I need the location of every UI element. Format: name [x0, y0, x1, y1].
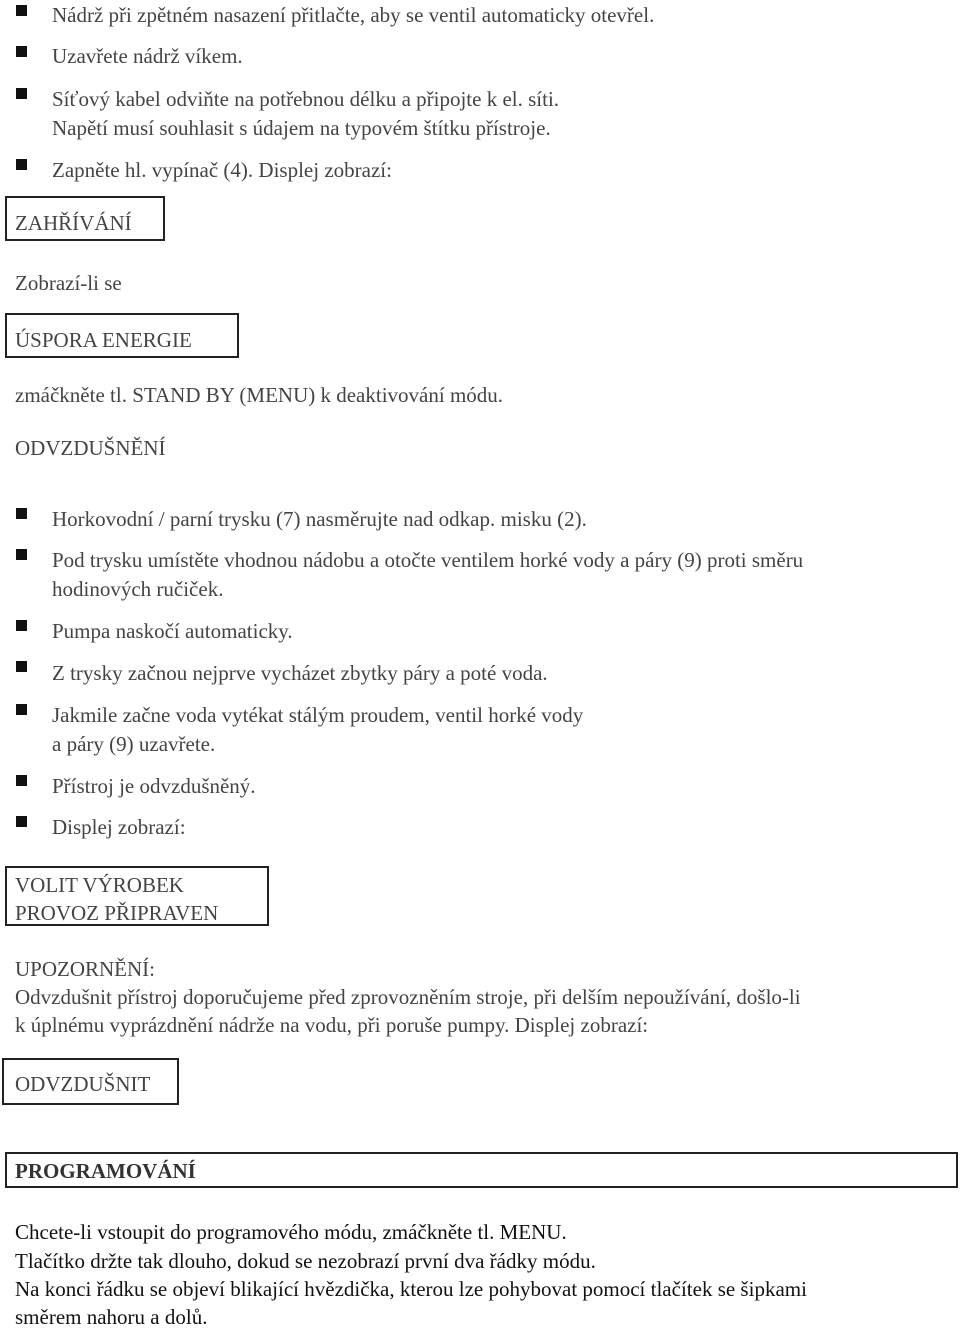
display-text: ODVZDUŠNIT	[15, 1072, 151, 1096]
bullet-icon	[16, 661, 27, 672]
instruction-text: Horkovodní / parní trysku (7) nasměrujte nad odkap. misku (2).	[52, 507, 587, 531]
instruction-text: zmáčkněte tl. STAND BY (MENU) k deaktivování módu.	[15, 383, 504, 407]
instruction-text: Displej zobrazí:	[52, 815, 186, 839]
programming-text: Chcete-li vstoupit do programového módu, zmáčkněte tl. MENU.	[15, 1220, 567, 1244]
bullet-icon	[16, 620, 27, 631]
programming-text: Na konci řádku se objeví blikající hvězdička, kterou lze pohybovat pomocí tlačítek se šipkami	[15, 1277, 807, 1301]
bullet-icon	[16, 816, 27, 827]
bullet-icon	[16, 88, 27, 99]
bullet-icon	[16, 159, 27, 170]
bullet-icon	[16, 549, 27, 560]
instruction-text: Zapněte hl. vypínač (4). Displej zobrazí:	[52, 158, 392, 182]
warning-heading: UPOZORNĚNÍ:	[15, 957, 155, 981]
display-text: VOLIT VÝROBEK	[15, 873, 184, 897]
programming-text: směrem nahoru a dolů.	[15, 1305, 208, 1329]
warning-text: k úplnému vyprázdnění nádrže na vodu, při poruše pumpy. Displej zobrazí:	[15, 1013, 649, 1037]
section-heading-box-programming	[5, 1152, 958, 1188]
display-text: PROVOZ PŘIPRAVEN	[15, 901, 219, 925]
instruction-text: Napětí musí souhlasit s údajem na typovém štítku přístroje.	[52, 116, 551, 140]
bullet-icon	[16, 5, 27, 16]
instruction-text: Přístroj je odvzdušněný.	[52, 774, 256, 798]
bullet-icon	[16, 775, 27, 786]
instruction-text: Síťový kabel odviňte na potřebnou délku a připojte k el. síti.	[52, 87, 560, 111]
display-box-heating	[5, 196, 165, 241]
instruction-text: Jakmile začne voda vytékat stálým proudem, ventil horké vody	[52, 703, 584, 727]
instruction-text: Nádrž při zpětném nasazení přitlačte, aby se ventil automaticky otevřel.	[52, 3, 655, 27]
display-text: ZAHŘÍVÁNÍ	[15, 211, 132, 235]
bullet-icon	[16, 508, 27, 519]
display-box-energy	[5, 313, 239, 358]
instruction-text: Z trysky začnou nejprve vycházet zbytky páry a poté voda.	[52, 661, 548, 685]
display-box-vent	[2, 1058, 179, 1105]
instruction-text: Pod trysku umístěte vhodnou nádobu a otočte ventilem horké vody a páry (9) proti směru	[52, 548, 804, 572]
instruction-text: Zobrazí-li se	[15, 271, 122, 295]
instruction-text: Uzavřete nádrž víkem.	[52, 44, 243, 68]
display-text: ÚSPORA ENERGIE	[15, 328, 192, 352]
instruction-text: hodinových ručiček.	[52, 577, 224, 601]
bullet-icon	[16, 46, 27, 57]
bullet-icon	[16, 704, 27, 715]
section-heading-venting: ODVZDUŠNĚNÍ	[15, 436, 166, 460]
section-heading-programming: PROGRAMOVÁNÍ	[15, 1159, 196, 1183]
display-box-ready	[5, 866, 269, 926]
warning-text: Odvzdušnit přístroj doporučujeme před zprovozněním stroje, při delším nepoužívání, došlo-li	[15, 985, 801, 1009]
instruction-text: Pumpa naskočí automaticky.	[52, 619, 293, 643]
programming-text: Tlačítko držte tak dlouho, dokud se nezobrazí první dva řádky módu.	[15, 1249, 596, 1273]
instruction-text: a páry (9) uzavřete.	[52, 732, 216, 756]
